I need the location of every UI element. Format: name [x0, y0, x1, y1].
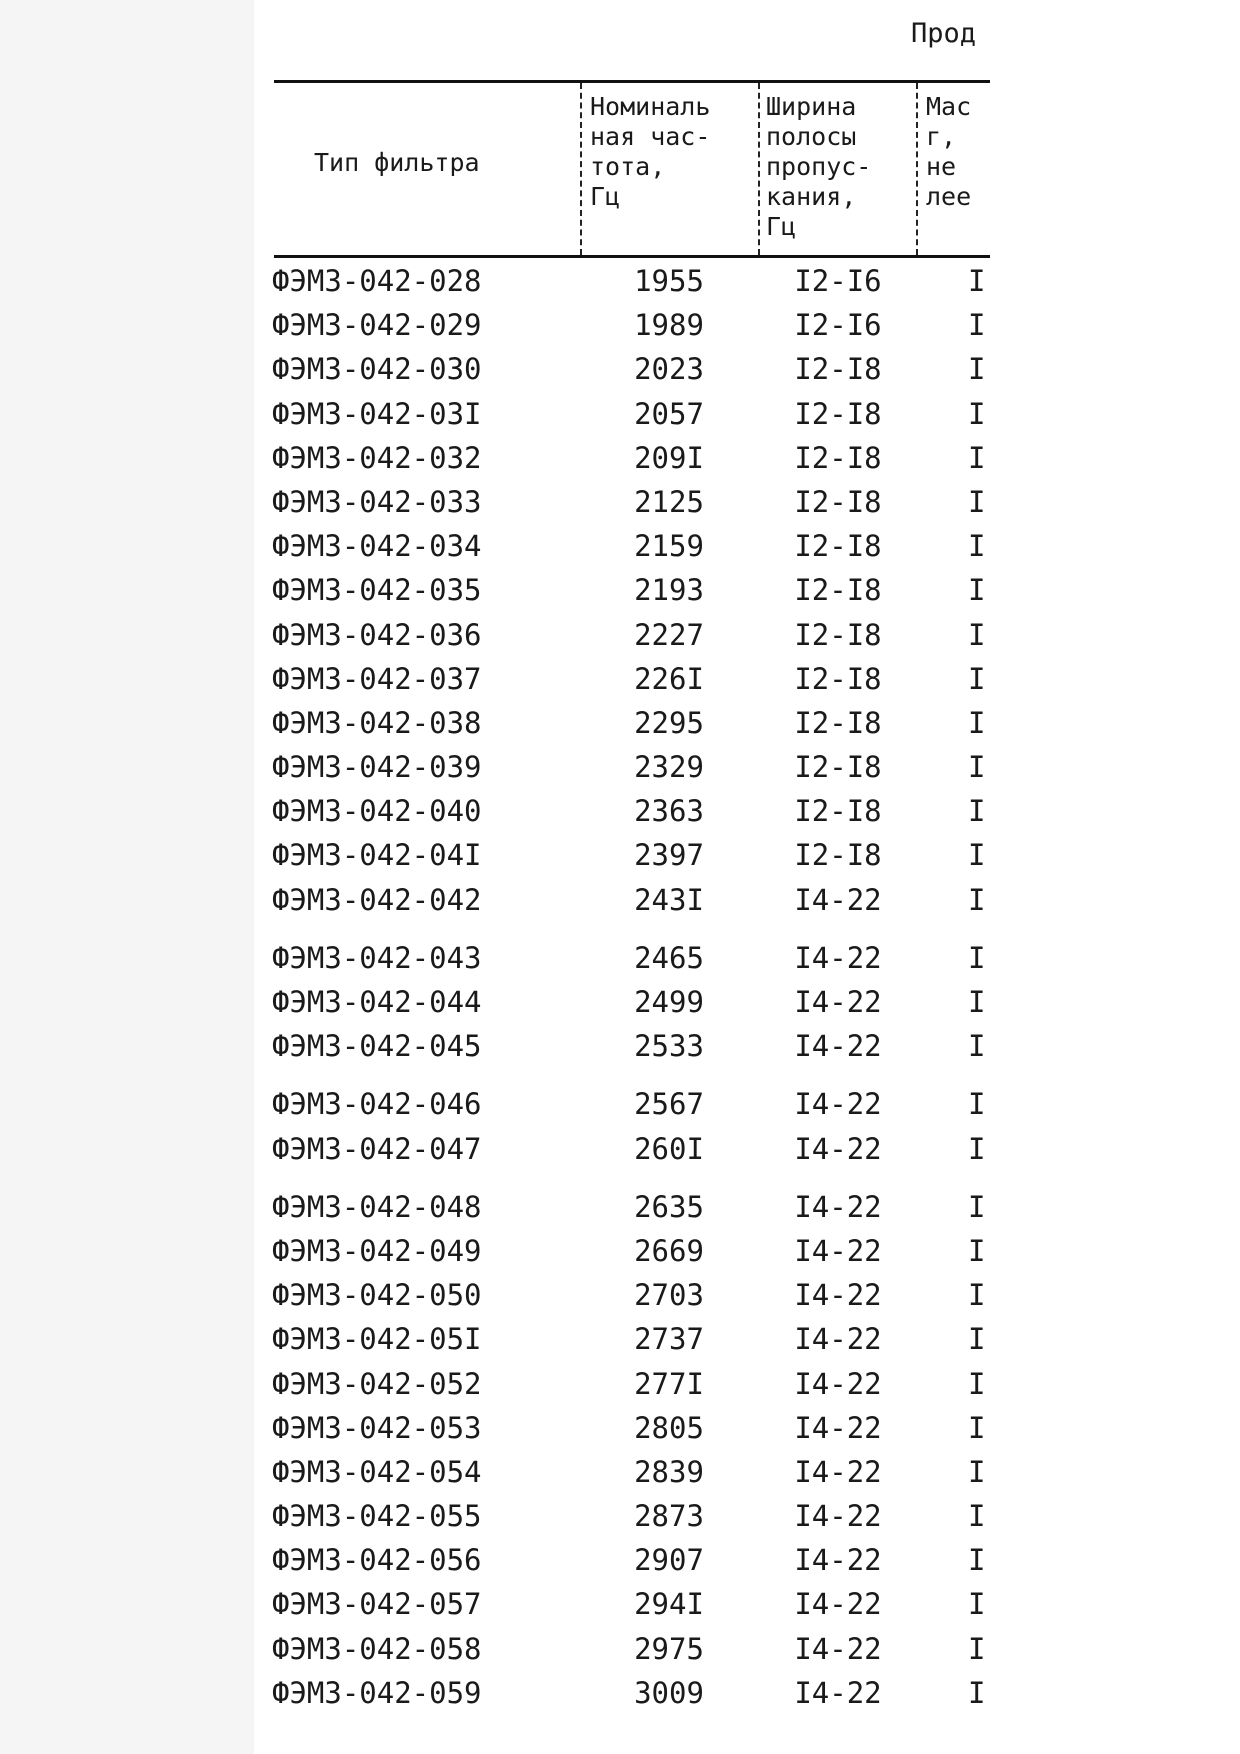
frequency-cell: 3009 [634, 1675, 704, 1710]
filter-type-cell: ФЭМ3-042-028 [272, 264, 482, 298]
filter-type-cell: ФЭМ3-042-033 [272, 484, 482, 519]
bandwidth-cell: I4-22 [794, 985, 882, 1019]
bandwidth-cell: I4-22 [794, 940, 882, 975]
frequency-cell: 2737 [634, 1322, 704, 1357]
filter-type-cell: ФЭМ3-042-049 [272, 1233, 482, 1268]
column-divider [916, 83, 918, 255]
mass-cell: I [968, 352, 986, 387]
bandwidth-cell: I4-22 [794, 1410, 882, 1445]
bandwidth-cell: I2-I8 [794, 529, 882, 564]
filter-type-cell: ФЭМ3-042-034 [272, 529, 482, 564]
table-row [254, 483, 990, 527]
mass-cell: I [968, 1454, 986, 1489]
frequency-cell: 2839 [634, 1454, 704, 1489]
table-header-rule [274, 255, 990, 258]
mass-cell: I [968, 396, 986, 431]
frequency-cell: 2125 [634, 484, 704, 519]
mass-cell: I [968, 308, 986, 343]
filter-type-cell: ФЭМ3-042-046 [272, 1087, 482, 1122]
mass-cell: I [968, 1322, 986, 1357]
filter-type-cell: ФЭМ3-042-029 [272, 308, 482, 343]
bandwidth-cell: I2-I8 [794, 440, 882, 475]
frequency-cell: 2907 [634, 1543, 704, 1578]
filter-type-cell: ФЭМ3-042-036 [272, 617, 482, 652]
table-row [254, 1085, 990, 1129]
frequency-cell: 2363 [634, 794, 704, 829]
table-row [254, 939, 990, 983]
mass-cell: I [968, 940, 986, 975]
mass-cell: I [968, 1543, 986, 1578]
table-row [254, 748, 990, 792]
continuation-label: Прод [911, 18, 977, 49]
frequency-cell: 2873 [634, 1499, 704, 1534]
page-clip [254, 0, 990, 1754]
table-row [254, 571, 990, 615]
header-mass: Мас г, не лее [926, 92, 972, 211]
filter-type-cell: ФЭМ3-042-052 [272, 1366, 482, 1401]
mass-cell: I [968, 1233, 986, 1268]
table-row [254, 704, 990, 748]
table-row [254, 616, 990, 660]
filter-type-cell: ФЭМ3-042-042 [272, 882, 482, 917]
table-row [254, 836, 990, 880]
frequency-cell: 2805 [634, 1410, 704, 1445]
frequency-cell: 2703 [634, 1278, 704, 1313]
mass-cell: I [968, 264, 986, 298]
bandwidth-cell: I4-22 [794, 1322, 882, 1357]
table-row [254, 881, 990, 925]
mass-cell: I [968, 1499, 986, 1534]
table-top-rule [274, 80, 990, 83]
table-row [254, 1365, 990, 1409]
bandwidth-cell: I4-22 [794, 882, 882, 917]
bandwidth-cell: I2-I8 [794, 750, 882, 785]
frequency-cell: 209I [634, 440, 704, 475]
frequency-cell: 2227 [634, 617, 704, 652]
mass-cell: I [968, 440, 986, 475]
frequency-cell: 294I [634, 1587, 704, 1622]
mass-cell: I [968, 1087, 986, 1122]
mass-cell: I [968, 1131, 986, 1166]
bandwidth-cell: I4-22 [794, 1499, 882, 1534]
header-nominal-frequency: Номиналь ная час- тота, Гц [590, 92, 711, 211]
mass-cell: I [968, 1675, 986, 1710]
filter-type-cell: ФЭМ3-042-039 [272, 750, 482, 785]
filter-type-cell: ФЭМ3-042-038 [272, 705, 482, 740]
frequency-cell: 2499 [634, 985, 704, 1019]
mass-cell: I [968, 617, 986, 652]
filter-type-cell: ФЭМ3-042-04I [272, 838, 482, 873]
table-row [254, 306, 990, 350]
column-divider [758, 83, 760, 255]
filter-type-cell: ФЭМ3-042-048 [272, 1189, 482, 1224]
bandwidth-cell: I4-22 [794, 1189, 882, 1224]
bandwidth-cell: I4-22 [794, 1131, 882, 1166]
frequency-cell: 2635 [634, 1189, 704, 1224]
mass-cell: I [968, 1029, 986, 1064]
mass-cell: I [968, 1631, 986, 1666]
filter-type-cell: ФЭМ3-042-058 [272, 1631, 482, 1666]
header-bandwidth: Ширина полосы пропус- кания, Гц [766, 92, 872, 241]
filter-type-cell: ФЭМ3-042-03I [272, 396, 482, 431]
bandwidth-cell: I4-22 [794, 1631, 882, 1666]
frequency-cell: 2159 [634, 529, 704, 564]
bandwidth-cell: I2-I8 [794, 573, 882, 608]
bandwidth-cell: I4-22 [794, 1233, 882, 1268]
bandwidth-cell: I4-22 [794, 1543, 882, 1578]
table-row [254, 1130, 990, 1174]
table-row [254, 1630, 990, 1674]
bandwidth-cell: I4-22 [794, 1587, 882, 1622]
table-row [254, 983, 990, 1027]
mass-cell: I [968, 1410, 986, 1445]
table-row [254, 262, 990, 306]
mass-cell: I [968, 838, 986, 873]
document-page [254, 0, 1240, 1754]
frequency-cell: 2975 [634, 1631, 704, 1666]
frequency-cell: 2329 [634, 750, 704, 785]
bandwidth-cell: I4-22 [794, 1366, 882, 1401]
filter-type-cell: ФЭМ3-042-056 [272, 1543, 482, 1578]
table-row [254, 1188, 990, 1232]
mass-cell: I [968, 661, 986, 696]
filter-type-cell: ФЭМ3-042-047 [272, 1131, 482, 1166]
filter-type-cell: ФЭМ3-042-044 [272, 985, 482, 1019]
bandwidth-cell: I4-22 [794, 1454, 882, 1489]
bandwidth-cell: I2-I8 [794, 705, 882, 740]
frequency-cell: 2669 [634, 1233, 704, 1268]
filter-type-cell: ФЭМ3-042-05I [272, 1322, 482, 1357]
table-row [254, 1027, 990, 1071]
frequency-cell: 2567 [634, 1087, 704, 1122]
frequency-cell: 2193 [634, 573, 704, 608]
mass-cell: I [968, 573, 986, 608]
filter-type-cell: ФЭМ3-042-040 [272, 794, 482, 829]
frequency-cell: 1955 [634, 264, 704, 298]
table-row [254, 792, 990, 836]
frequency-cell: 277I [634, 1366, 704, 1401]
bandwidth-cell: I2-I8 [794, 661, 882, 696]
filter-type-cell: ФЭМ3-042-037 [272, 661, 482, 696]
mass-cell: I [968, 882, 986, 917]
table-row [254, 527, 990, 571]
table-row [254, 1585, 990, 1629]
table-row [254, 660, 990, 704]
bandwidth-cell: I2-I8 [794, 617, 882, 652]
frequency-cell: 1989 [634, 308, 704, 343]
frequency-cell: 2295 [634, 705, 704, 740]
frequency-cell: 2533 [634, 1029, 704, 1064]
mass-cell: I [968, 1366, 986, 1401]
table-row [254, 350, 990, 394]
frequency-cell: 243I [634, 882, 704, 917]
filter-type-cell: ФЭМ3-042-057 [272, 1587, 482, 1622]
bandwidth-cell: I4-22 [794, 1278, 882, 1313]
filter-type-cell: ФЭМ3-042-035 [272, 573, 482, 608]
table-row [254, 395, 990, 439]
scan-margin [0, 0, 254, 1754]
mass-cell: I [968, 1278, 986, 1313]
bandwidth-cell: I2-I8 [794, 794, 882, 829]
mass-cell: I [968, 705, 986, 740]
table-row [254, 439, 990, 483]
table-row [254, 1541, 990, 1585]
bandwidth-cell: I2-I8 [794, 484, 882, 519]
mass-cell: I [968, 750, 986, 785]
table-row [254, 1674, 990, 1718]
table-row [254, 1453, 990, 1497]
table-row [254, 1320, 990, 1364]
mass-cell: I [968, 484, 986, 519]
bandwidth-cell: I2-I6 [794, 264, 882, 298]
filter-type-cell: ФЭМ3-042-053 [272, 1410, 482, 1445]
frequency-cell: 226I [634, 661, 704, 696]
table-row [254, 1409, 990, 1453]
column-divider [580, 83, 582, 255]
bandwidth-cell: I2-I8 [794, 352, 882, 387]
filter-type-cell: ФЭМ3-042-043 [272, 940, 482, 975]
table-body [254, 262, 990, 1718]
bandwidth-cell: I4-22 [794, 1087, 882, 1122]
filter-type-cell: ФЭМ3-042-050 [272, 1278, 482, 1313]
mass-cell: I [968, 1587, 986, 1622]
bandwidth-cell: I2-I8 [794, 838, 882, 873]
table-row [254, 1497, 990, 1541]
filter-type-cell: ФЭМ3-042-055 [272, 1499, 482, 1534]
filter-type-cell: ФЭМ3-042-045 [272, 1029, 482, 1064]
table-row [254, 1276, 990, 1320]
bandwidth-cell: I4-22 [794, 1029, 882, 1064]
frequency-cell: 2465 [634, 940, 704, 975]
frequency-cell: 2023 [634, 352, 704, 387]
frequency-cell: 260I [634, 1131, 704, 1166]
mass-cell: I [968, 1189, 986, 1224]
header-filter-type: Тип фильтра [314, 148, 480, 177]
filter-type-cell: ФЭМ3-042-030 [272, 352, 482, 387]
frequency-cell: 2057 [634, 396, 704, 431]
table-row [254, 1232, 990, 1276]
filter-type-cell: ФЭМ3-042-054 [272, 1454, 482, 1489]
filter-type-cell: ФЭМ3-042-032 [272, 440, 482, 475]
bandwidth-cell: I4-22 [794, 1675, 882, 1710]
bandwidth-cell: I2-I6 [794, 308, 882, 343]
mass-cell: I [968, 529, 986, 564]
mass-cell: I [968, 794, 986, 829]
mass-cell: I [968, 985, 986, 1019]
filter-type-cell: ФЭМ3-042-059 [272, 1675, 482, 1710]
frequency-cell: 2397 [634, 838, 704, 873]
bandwidth-cell: I2-I8 [794, 396, 882, 431]
